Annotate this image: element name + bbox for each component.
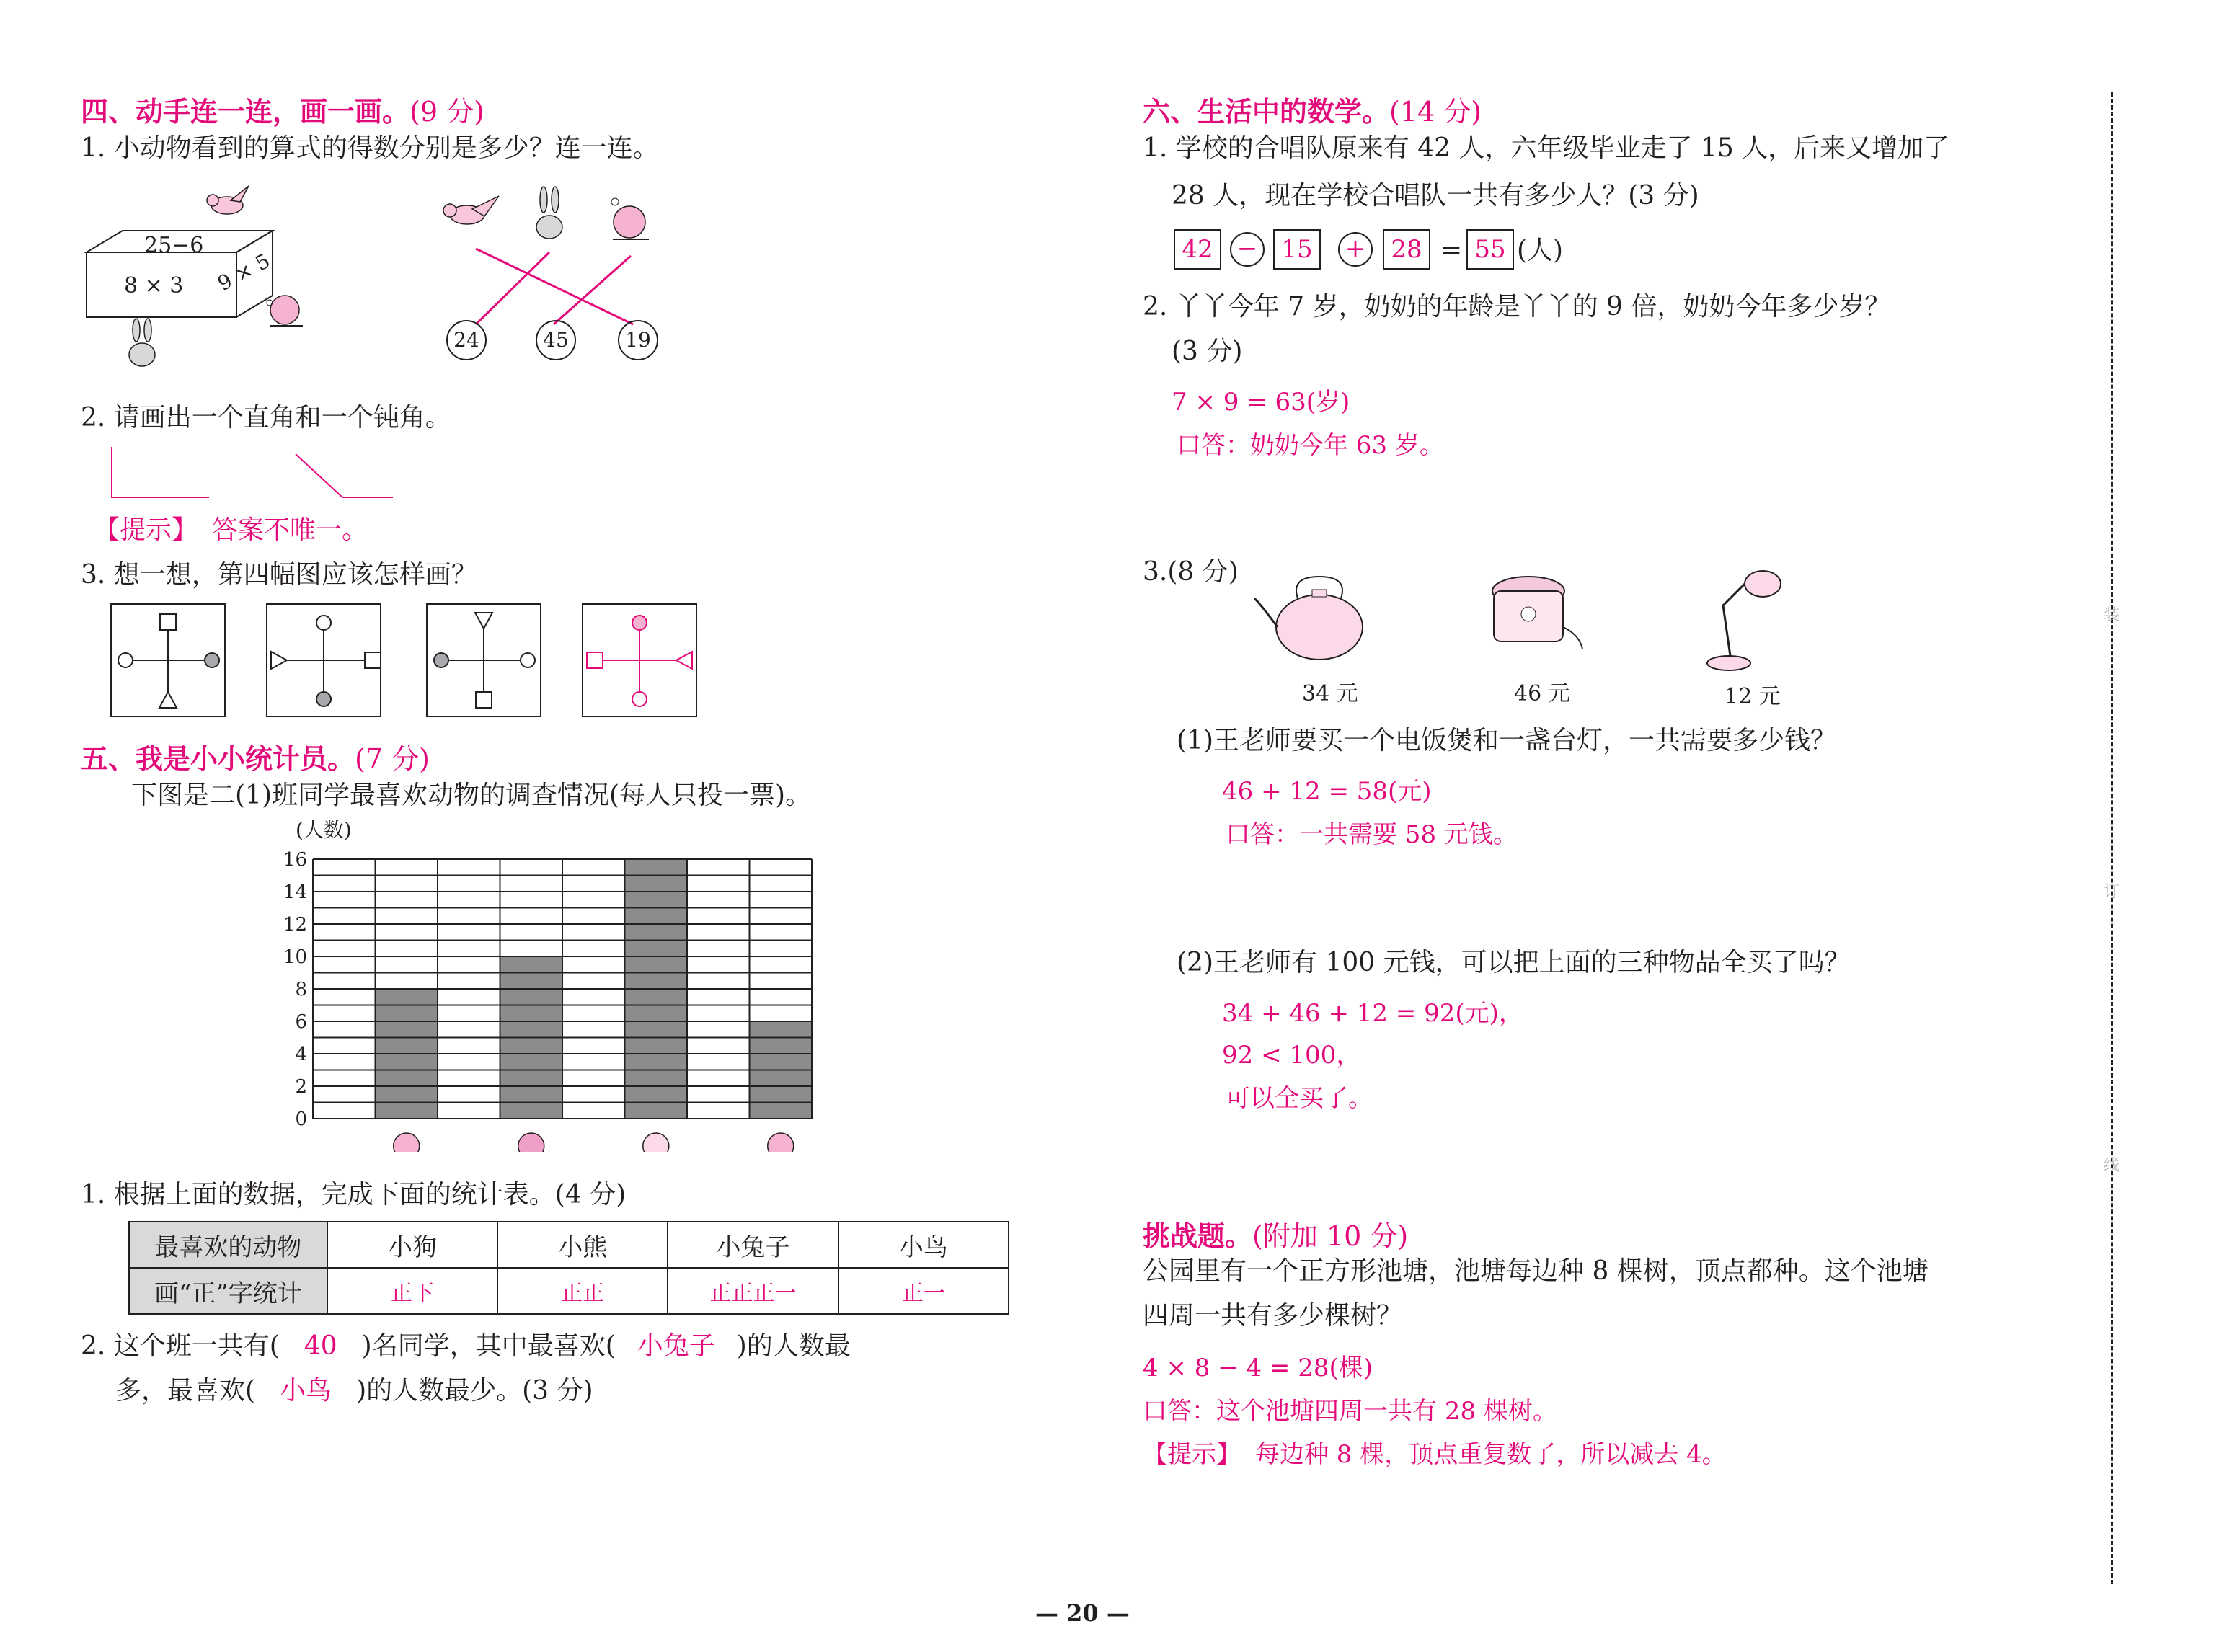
question-6-2-line2: (3 分)	[1172, 337, 1243, 366]
kettle-icon	[1254, 577, 1363, 660]
pattern-figures	[110, 603, 701, 719]
answer: 口答：一共需要 58 元钱。	[1226, 820, 1518, 849]
answer-box: 55	[1466, 229, 1514, 270]
rabbit-icon	[129, 319, 155, 366]
y-tick-label: 8	[295, 979, 307, 1000]
question-6-3-1: (1)王老师要买一个电饭煲和一盏台灯，一共需要多少钱？	[1177, 726, 1836, 755]
tally-cell: 正一	[838, 1268, 1009, 1314]
question-5-1: 1. 根据上面的数据，完成下面的统计表。(4 分)	[81, 1180, 627, 1209]
question-5-2-line2: 多，最喜欢( 小鸟 )的人数最少。(3 分)	[115, 1376, 593, 1405]
box-side-expression: 9 × 5	[213, 248, 274, 296]
bird-icon	[443, 196, 499, 224]
answer-box: 42	[1174, 229, 1221, 270]
angle-drawings	[94, 440, 418, 505]
binding-line	[2111, 92, 2113, 1584]
margin-mark: 线	[2104, 1157, 2120, 1175]
calc: 46 + 12 = 58(元)	[1222, 777, 1432, 806]
operator-circle: −	[1230, 232, 1265, 267]
hint: 【提示】 每边种 8 棵，顶点重复数了，所以减去 4。	[1143, 1440, 1727, 1469]
tally-cell: 正正正一	[668, 1268, 838, 1314]
bar-chart	[281, 849, 829, 1152]
question-4-2: 2. 请画出一个直角和一个钝角。	[81, 403, 451, 432]
animal-icon	[388, 1133, 425, 1152]
calc: 92 < 100，	[1222, 1041, 1361, 1070]
section-5-title: 五、我是小小统计员。(7 分)	[81, 743, 430, 775]
y-tick-label: 14	[283, 881, 307, 903]
section-4-title: 四、动手连一连，画一画。(9 分)	[81, 96, 484, 128]
table-header-cell: 小狗	[327, 1222, 497, 1268]
desk-lamp-icon	[1707, 571, 1781, 670]
answer: 可以全买了。	[1226, 1084, 1373, 1113]
y-tick-label: 4	[295, 1044, 307, 1065]
question-6-1-line1: 1. 学校的合唱队原来有 42 人，六年级毕业走了 15 人，后来又增加了	[1143, 133, 1950, 163]
expression-box-figure	[79, 180, 310, 375]
answer-circle: 45	[536, 320, 576, 360]
equals-sign: =	[1440, 236, 1463, 265]
table-header-cell: 小熊	[497, 1222, 668, 1268]
rabbit-icon	[536, 187, 562, 239]
table-header-cell: 小鸟	[838, 1222, 1009, 1268]
table-row-label: 画“正”字统计	[129, 1268, 327, 1314]
snail-icon	[267, 296, 303, 326]
y-tick-label: 10	[283, 946, 307, 968]
answer: 口答：这个池塘四周一共有 28 棵树。	[1143, 1397, 1557, 1426]
tally-cell: 正正	[497, 1268, 668, 1314]
table-header-cell: 小兔子	[668, 1222, 838, 1268]
page-number: — 20 —	[1035, 1599, 1130, 1627]
challenge-line2: 四周一共有多少棵树？	[1143, 1301, 1403, 1331]
y-tick-label: 16	[283, 849, 307, 871]
items-figure	[1254, 555, 1831, 678]
challenge-title: 挑战题。(附加 10 分)	[1143, 1220, 1409, 1252]
answer-circle: 19	[618, 320, 658, 360]
answer-circle: 24	[446, 320, 487, 360]
answer-box: 28	[1383, 229, 1430, 270]
animal-icon	[637, 1133, 675, 1152]
question-4-1: 1. 小动物看到的算式的得数分别是多少？连一连。	[81, 133, 659, 163]
y-tick-label: 0	[295, 1109, 307, 1130]
answer-box: 15	[1273, 229, 1321, 270]
margin-mark: 装	[2104, 606, 2120, 624]
snail-icon	[611, 198, 649, 239]
hint: 【提示】 答案不唯一。	[94, 515, 368, 545]
tally-cell: 正下	[327, 1268, 497, 1314]
calc: 7 × 9 = 63(岁)	[1172, 388, 1350, 417]
question-6-1-line2: 28 人，现在学校合唱队一共有多少人？(3 分)	[1172, 181, 1699, 210]
question-5-2-line1: 2. 这个班一共有( 40 )名同学，其中最喜欢( 小兔子 )的人数最	[81, 1331, 851, 1361]
question-4-3: 3. 想一想，第四幅图应该怎样画？	[81, 560, 477, 590]
rice-cooker-icon	[1492, 577, 1582, 649]
margin-mark: 订	[2104, 883, 2120, 901]
chart-y-label: (人数)	[296, 818, 352, 842]
tally-table	[128, 1221, 1009, 1315]
section-6-title: 六、生活中的数学。(14 分)	[1143, 96, 1482, 128]
table-header-cell: 最喜欢的动物	[129, 1222, 327, 1268]
unit-label: (人)	[1517, 236, 1564, 265]
calc: 34 + 46 + 12 = 92(元)，	[1222, 999, 1523, 1028]
box-top-expression: 25−6	[144, 233, 204, 258]
animal-icon	[762, 1133, 800, 1152]
right-angle	[112, 447, 209, 497]
box-front-expression: 8 × 3	[124, 273, 184, 298]
challenge-line1: 公园里有一个正方形池塘，池塘每边种 8 棵树，顶点都种。这个池塘	[1143, 1256, 1929, 1286]
y-tick-label: 12	[283, 914, 307, 936]
operator-circle: +	[1338, 232, 1373, 267]
question-6-2-line1: 2. 丫丫今年 7 岁，奶奶的年龄是丫丫的 9 倍，奶奶今年多少岁？	[1143, 292, 1891, 321]
bird-icon	[207, 186, 249, 214]
survey-intro: 下图是二(1)班同学最喜欢动物的调查情况(每人只投一票)。	[131, 781, 812, 810]
price-label: 46 元	[1514, 681, 1570, 706]
question-6-3-label: 3.(8 分)	[1143, 557, 1239, 587]
calc: 4 × 8 − 4 = 28(棵)	[1143, 1354, 1373, 1382]
y-tick-label: 6	[295, 1011, 307, 1033]
question-6-3-2: (2)王老师有 100 元钱，可以把上面的三种物品全买了吗？	[1177, 948, 1851, 977]
obtuse-angle	[296, 454, 393, 497]
price-label: 12 元	[1725, 684, 1781, 709]
price-label: 34 元	[1302, 681, 1358, 706]
animal-icon	[513, 1133, 550, 1152]
y-tick-label: 2	[295, 1076, 307, 1098]
answer: 口答：奶奶今年 63 岁。	[1177, 431, 1444, 460]
